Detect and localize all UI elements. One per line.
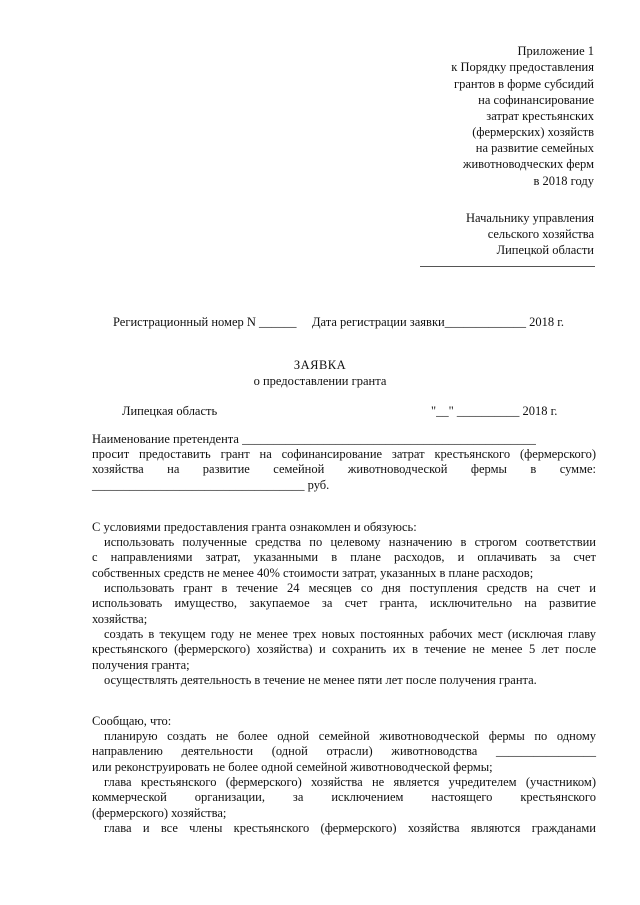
document-title: ЗАЯВКА bbox=[293, 358, 347, 372]
report-line: направлению деятельности (одной отрасли) животноводства ________________ bbox=[92, 744, 596, 758]
request-text: просит предоставить грант на софинансирование затрат крестьянского (фермерского) bbox=[92, 447, 596, 461]
application-date: "__" __________ 2018 г. bbox=[431, 404, 558, 418]
condition-line: крестьянского (фермерского) хозяйства) и сохранить их в течение не менее 5 лет после bbox=[92, 642, 596, 656]
region-label: Липецкая область bbox=[122, 404, 218, 418]
appendix-line: (фермерских) хозяйств bbox=[472, 125, 594, 139]
report-line: планирую создать не более одной семейной животноводческой фермы по одному bbox=[104, 729, 596, 743]
report-line: глава крестьянского (фермерского) хозяйства не является учредителем (участником) bbox=[104, 775, 596, 789]
condition-line: хозяйства; bbox=[92, 612, 148, 626]
condition-line: использовать имущество, закупаемое за счет гранта, исключительно на развитие bbox=[92, 596, 596, 610]
registration-date: Дата регистрации заявки_____________ 2018 г. bbox=[312, 315, 565, 329]
grant-amount-line: __________________________________ руб. bbox=[92, 478, 330, 492]
addressee-line: сельского хозяйства bbox=[487, 227, 594, 241]
appendix-line: затрат крестьянских bbox=[486, 109, 594, 123]
condition-line: использовать грант в течение 24 месяцев со дня поступления средств на счет и bbox=[104, 581, 596, 595]
appendix-line: в 2018 году bbox=[533, 174, 594, 188]
report-line: (фермерского) хозяйства; bbox=[92, 806, 227, 820]
request-text: хозяйства на развитие семейной животноводческой фермы в сумме: bbox=[92, 462, 596, 476]
appendix-line: животноводческих ферм bbox=[462, 157, 594, 171]
condition-line: использовать полученные средства по целевому назначению в строгом соответствии bbox=[104, 535, 596, 549]
report-line: коммерческой организации, за исключением настоящего крестьянского bbox=[92, 790, 596, 804]
condition-line: осуществлять деятельность в течение не менее пяти лет после получения гранта. bbox=[104, 673, 537, 687]
document-subtitle: о предоставлении гранта bbox=[253, 374, 387, 388]
appendix-line: Приложение 1 bbox=[517, 44, 594, 58]
registration-number: Регистрационный номер N ______ bbox=[113, 315, 297, 329]
report-line: глава и все члены крестьянского (фермерского) хозяйства являются гражданами bbox=[104, 821, 596, 835]
appendix-line: на развитие семейных bbox=[475, 141, 594, 155]
conditions-heading: С условиями предоставления гранта ознакомлен и обязуюсь: bbox=[92, 520, 417, 534]
addressee-signature-line bbox=[420, 266, 595, 267]
report-heading: Сообщаю, что: bbox=[92, 714, 172, 728]
appendix-line: к Порядку предоставления bbox=[451, 60, 594, 74]
addressee-line: Липецкой области bbox=[496, 243, 594, 257]
condition-line: с направлениями затрат, указанными в плане расходов, и оплачивать за счет bbox=[92, 550, 596, 564]
addressee-line: Начальнику управления bbox=[466, 211, 594, 225]
condition-line: собственных средств не менее 40% стоимости затрат, указанных в плане расходов; bbox=[92, 566, 534, 580]
appendix-line: на софинансирование bbox=[478, 93, 594, 107]
report-line: или реконструировать не более одной семейной животноводческой фермы; bbox=[92, 760, 493, 774]
condition-line: получения гранта; bbox=[92, 658, 190, 672]
condition-line: создать в текущем году не менее трех новых постоянных рабочих мест (исключая главу bbox=[104, 627, 596, 641]
applicant-name-line: Наименование претендента _______________________________________________ bbox=[92, 432, 536, 446]
appendix-line: грантов в форме субсидий bbox=[453, 77, 594, 91]
